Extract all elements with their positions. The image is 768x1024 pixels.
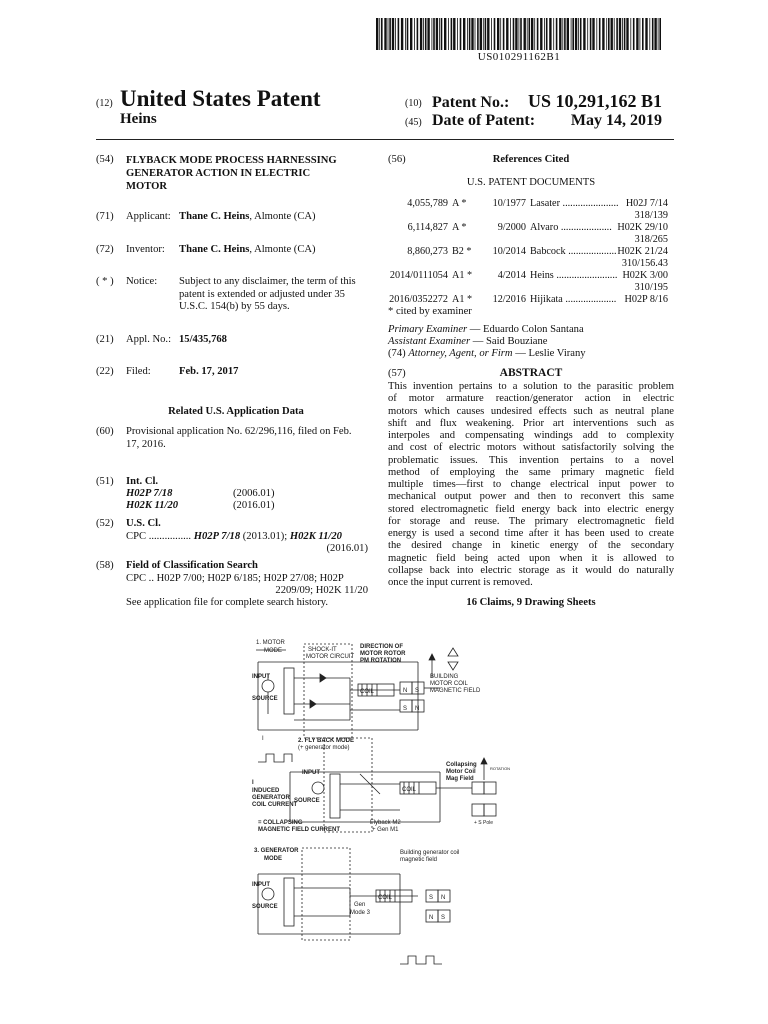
barcode-bar xyxy=(519,18,520,50)
reference-date: 4/2014 xyxy=(497,270,526,281)
field-search-label: Field of Classification Search xyxy=(126,560,258,571)
notice-line: U.S.C. 154(b) by 55 days. xyxy=(179,301,290,313)
int-cl-code: (51) xyxy=(96,476,114,487)
abstract-line: interpoles and compensating windings add to complexity xyxy=(388,430,674,441)
north-label: N xyxy=(415,706,420,712)
barcode-bar xyxy=(624,18,626,50)
barcode-bar xyxy=(654,18,656,50)
barcode-bar xyxy=(544,18,545,50)
references-heading: References Cited xyxy=(492,154,570,165)
int-cl-1: H02P 7/18 xyxy=(126,488,173,499)
reference-name: Heins ........................ xyxy=(530,270,618,281)
building-label-2: MOTOR COIL xyxy=(430,681,468,687)
barcode-bar xyxy=(606,18,607,50)
document-title: United States Patent xyxy=(120,86,321,111)
barcode-bar xyxy=(503,18,505,50)
barcode-bar xyxy=(407,18,409,50)
barcode-bar xyxy=(477,18,479,50)
abstract-line: shift and flux weakening. Prior art interventions such as xyxy=(388,417,674,429)
reference-class-secondary: 318/139 xyxy=(634,210,668,221)
title-code: (54) xyxy=(96,154,114,165)
inventor xyxy=(179,244,316,257)
header-divider xyxy=(96,139,674,140)
primary-examiner xyxy=(388,324,584,337)
input-label: INPUT xyxy=(252,674,270,680)
flyback-mode-panel xyxy=(258,738,496,832)
motor-mode-panel xyxy=(256,644,458,738)
reference-class: H02P 8/16 xyxy=(624,294,668,305)
cpc-class-1-year: (2013.01); xyxy=(242,531,288,542)
attorney-name: — Leslie Virany xyxy=(512,348,586,359)
abstract-line: the desired change in kinetic energy of the secondary xyxy=(388,540,674,552)
collapsing-current-label: = COLLAPSING xyxy=(258,820,303,826)
gen-label: Gen xyxy=(354,902,366,908)
int-cl-2-year: (2016.01) xyxy=(233,500,275,511)
flyback-mode-sub: (+ generator mode) xyxy=(298,745,350,751)
reference-class: H02K 29/10 xyxy=(617,222,668,233)
field-search-code: (58) xyxy=(96,560,114,571)
barcode-bar xyxy=(384,18,386,50)
barcode-bar xyxy=(405,18,406,50)
generator-north-label: N xyxy=(429,915,434,921)
barcode-bar xyxy=(392,18,394,50)
generator-coil-label: COIL xyxy=(378,895,393,901)
notice-line: Subject to any disclaimer, the term of this xyxy=(179,276,356,287)
reference-name: Babcock ................... xyxy=(530,246,617,257)
motor-shockit-label: SHOCK-IT xyxy=(308,647,337,653)
barcode-bar xyxy=(592,18,594,50)
barcode-bar xyxy=(467,18,468,50)
date-of-patent: May 14, 2019 xyxy=(570,112,662,129)
flyback-m2-label: Flyback M2 xyxy=(370,820,401,826)
barcode-bar xyxy=(575,18,577,50)
notice-text xyxy=(179,276,374,314)
notice-code: ( * ) xyxy=(96,276,114,287)
field-search-note: See application file for complete search history. xyxy=(126,597,328,608)
flyback-mode-title: 2. FLY BACK MODE xyxy=(298,738,355,744)
barcode-bar xyxy=(640,18,641,50)
title-line: FLYBACK MODE PROCESS HARNESSING xyxy=(126,155,337,166)
us-cl-code: (52) xyxy=(96,518,114,529)
barcode-bar xyxy=(553,18,554,50)
abstract-line: and cost of electric motors without satisfactorily solving the xyxy=(388,442,674,454)
primary-examiner-name: — Eduardo Colon Santana xyxy=(467,324,584,335)
abstract-line: This invention pertains to a solution to the parasitic problem xyxy=(388,381,674,392)
int-cl-2: H02K 11/20 xyxy=(126,500,179,511)
inventor-location: , Almonte (CA) xyxy=(249,244,316,255)
barcode-bar xyxy=(642,18,644,50)
generator-input-label: INPUT xyxy=(252,882,270,888)
barcode-bar xyxy=(381,18,383,50)
barcode-bar xyxy=(513,18,515,50)
reference-name: Alvaro .................... xyxy=(530,222,612,233)
filed-label: Filed: xyxy=(126,366,151,377)
patent-figure xyxy=(250,634,512,1016)
pm-rotation-label: PM ROTATION xyxy=(360,658,402,664)
barcode-bar xyxy=(534,18,535,50)
building-label: BUILDING xyxy=(430,674,459,680)
title-line: GENERATOR ACTION IN ELECTRIC xyxy=(126,168,311,179)
reference-kind: A1 * xyxy=(452,270,473,281)
barcode-bar xyxy=(649,18,650,50)
barcode-bar xyxy=(451,18,453,50)
applicant-name: Thane C. Heins xyxy=(179,211,250,222)
barcode-number: US010291162B1 xyxy=(477,51,561,63)
barcode-bar xyxy=(425,18,427,50)
barcode-bar xyxy=(659,18,661,50)
barcode-bar xyxy=(619,18,621,50)
abstract-line: stored electromagnetic field energy back into electric energy xyxy=(388,503,674,515)
flyback-coil-label: COIL xyxy=(402,787,417,793)
barcode-bar xyxy=(414,18,415,50)
barcode-bar xyxy=(549,18,551,50)
ig-label: I xyxy=(252,780,254,786)
barcode-bar xyxy=(622,18,623,50)
building-generator-label-2: magnetic field xyxy=(400,857,438,863)
barcode-bar xyxy=(572,18,574,50)
motor-mode-title-2: MODE xyxy=(264,648,282,654)
current-label: I xyxy=(262,736,264,742)
barcode-bar xyxy=(441,18,443,50)
attorney-label: Attorney, Agent, or Firm xyxy=(408,348,513,359)
flyback-source-label: SOURCE xyxy=(294,798,320,804)
generator-south-label: S xyxy=(429,895,434,901)
attorney xyxy=(388,348,586,361)
barcode-bar xyxy=(444,18,446,50)
cited-note: * cited by examiner xyxy=(388,306,472,317)
rotation-label: ROTATION xyxy=(490,766,511,771)
barcode-bar xyxy=(433,18,435,50)
barcode-bar xyxy=(567,18,569,50)
barcode-bar xyxy=(453,18,455,50)
barcode-graphic xyxy=(376,18,662,50)
barcode-bar xyxy=(485,18,487,50)
barcode-bar xyxy=(537,18,539,50)
barcode-bar xyxy=(497,18,499,50)
barcode-bar xyxy=(376,18,378,50)
building-generator-label: Building generator coil xyxy=(400,850,460,856)
collapsing-current-label-2: MAGNETIC FIELD CURRENT xyxy=(258,827,340,833)
barcode-bar xyxy=(515,18,517,50)
barcode-bar xyxy=(398,18,400,50)
document-kind-code: (12) xyxy=(96,98,113,109)
reference-kind: B2 * xyxy=(452,246,472,257)
reference-number: 4,055,789 xyxy=(407,198,448,209)
claims-summary: 16 Claims, 9 Drawing Sheets xyxy=(466,597,596,608)
abstract-line: once the input current is removed. xyxy=(388,577,533,588)
appl-no-code: (21) xyxy=(96,334,114,345)
barcode-bar xyxy=(616,18,618,50)
barcode-bar xyxy=(388,18,389,50)
reference-date: 12/2016 xyxy=(492,294,526,305)
appl-no-label: Appl. No.: xyxy=(126,334,172,345)
barcode-bar xyxy=(460,18,462,50)
barcode-bar xyxy=(608,18,610,50)
provisional-line: 17, 2016. xyxy=(126,438,166,450)
barcode-bar xyxy=(580,18,582,50)
motor-circuit-label: MOTOR CIRCUIT xyxy=(306,654,355,660)
inventor-surname: Heins xyxy=(120,111,157,127)
reference-kind: A1 * xyxy=(452,294,473,305)
barcode-bar xyxy=(630,18,631,50)
barcode-bar xyxy=(510,18,511,50)
reference-number: 6,114,827 xyxy=(407,222,448,233)
motor-coil-label: Motor Coil xyxy=(446,769,476,775)
references-subheading: U.S. PATENT DOCUMENTS xyxy=(466,177,596,188)
abstract-code: (57) xyxy=(388,368,406,379)
cpc-class-1: H02P 7/18 xyxy=(193,531,241,542)
abstract-line: method of employing the same primary magnetic field xyxy=(388,466,674,478)
primary-examiner-label: Primary Examiner xyxy=(388,324,468,335)
barcode-bar xyxy=(463,18,465,50)
abstract-text xyxy=(388,381,674,589)
applicant xyxy=(179,211,316,224)
barcode-bar xyxy=(531,18,533,50)
mag-field-label: Mag Field xyxy=(446,776,474,782)
generator-south-label: S xyxy=(441,915,446,921)
barcode-bar xyxy=(494,18,496,50)
related-data-heading: Related U.S. Application Data xyxy=(168,406,304,417)
date-of-patent-code: (45) xyxy=(405,117,422,128)
barcode-bar xyxy=(395,18,396,50)
reference-number: 8,860,273 xyxy=(407,246,448,257)
barcode-bar xyxy=(596,18,597,50)
collapsing-label: Collapsing xyxy=(446,762,477,768)
abstract-line: for storage and reuse. The primary electromagnetic field xyxy=(388,515,674,527)
barcode-bar xyxy=(475,18,476,50)
notice-line: patent is extended or adjusted under 35 xyxy=(179,288,345,300)
barcode-bar xyxy=(562,18,563,50)
coil-current-label: COIL CURRENT xyxy=(252,802,298,808)
provisional-text xyxy=(126,426,376,451)
mode-3-label: Mode 3 xyxy=(350,910,371,916)
direction-label: DIRECTION OF xyxy=(360,644,403,650)
barcode-bar xyxy=(469,18,471,50)
reference-date: 10/2014 xyxy=(492,246,526,257)
assistant-examiner-label: Assistant Examiner xyxy=(388,336,471,347)
barcode-bar xyxy=(379,18,380,50)
barcode-bar xyxy=(524,18,526,50)
barcode-bar xyxy=(587,18,588,50)
source-label: SOURCE xyxy=(252,696,278,702)
invention-title xyxy=(126,154,337,193)
abstract-line: magnetic field being acted upon when it is allowed to xyxy=(388,552,674,564)
barcode-bar xyxy=(423,18,424,50)
induced-label: INDUCED xyxy=(252,788,280,794)
barcode-bar xyxy=(602,18,604,50)
reference-name: Hijikata .................... xyxy=(530,294,617,305)
reference-class: H02K 3/00 xyxy=(622,270,668,281)
abstract-line: mechanical output power and then to reconvert this same xyxy=(388,491,674,503)
barcode-bar xyxy=(633,18,635,50)
barcode-bar xyxy=(448,18,449,50)
barcode-bar xyxy=(410,18,412,50)
reference-kind: A * xyxy=(452,198,467,209)
applicant-code: (71) xyxy=(96,211,114,222)
barcode-bar xyxy=(583,18,585,50)
gen-m1-label: + Gen M1 xyxy=(372,827,399,833)
abstract-line: problematic issues. This invention pertains to a novel xyxy=(388,454,674,466)
reference-class: H02K 21/24 xyxy=(617,246,668,257)
south-label: S xyxy=(403,706,408,712)
barcode-bar xyxy=(578,18,579,50)
applicant-label: Applicant: xyxy=(126,211,171,222)
barcode-bar xyxy=(546,18,548,50)
barcode-bar xyxy=(417,18,419,50)
int-cl-1-year: (2006.01) xyxy=(233,488,275,499)
cpc-line xyxy=(126,531,342,544)
barcode-bar xyxy=(571,18,572,50)
coil-label: COIL xyxy=(360,689,375,695)
barcode-bar xyxy=(436,18,438,50)
generator-label: GENERATOR xyxy=(252,795,290,801)
barcode-bar xyxy=(491,18,492,50)
barcode-bar xyxy=(432,18,433,50)
south-label: S xyxy=(415,688,420,694)
barcode-bar xyxy=(611,18,613,50)
barcode-bar xyxy=(529,18,531,50)
barcode-bar xyxy=(520,18,522,50)
field-search-line: 2209/09; H02K 11/20 xyxy=(275,585,368,596)
inventor-name: Thane C. Heins xyxy=(179,244,250,255)
reference-number: 2014/0111054 xyxy=(389,270,448,281)
inventor-code: (72) xyxy=(96,244,114,255)
cpc-class-2-year: (2016.01) xyxy=(326,543,368,554)
barcode-bar xyxy=(556,18,558,50)
barcode-bar xyxy=(480,18,482,50)
abstract-line: collapse back into electric storage as it would do naturally xyxy=(388,564,674,576)
filed-date: Feb. 17, 2017 xyxy=(179,366,239,377)
reference-class-secondary: 310/156.43 xyxy=(621,258,668,269)
s-pole-label: + S Pole xyxy=(474,820,494,826)
reference-date: 10/1977 xyxy=(492,198,526,209)
generator-mode-title-2: MODE xyxy=(264,856,282,862)
reference-name: Lasater ...................... xyxy=(530,198,619,209)
barcode-bar xyxy=(483,18,484,50)
applicant-location: , Almonte (CA) xyxy=(249,211,316,222)
appl-no: 15/435,768 xyxy=(179,334,227,345)
right-column xyxy=(388,154,674,614)
barcode-bar xyxy=(506,18,508,50)
reference-class-secondary: 310/195 xyxy=(634,282,668,293)
barcode-bar xyxy=(590,18,592,50)
patent-number: US 10,291,162 B1 xyxy=(528,91,663,111)
reference-class-secondary: 318/265 xyxy=(634,234,668,245)
barcode-bar xyxy=(645,18,647,50)
patent-number-label: Patent No.: xyxy=(432,94,510,111)
north-label: N xyxy=(403,688,408,694)
barcode-bar xyxy=(658,18,659,50)
barcode-bar xyxy=(427,18,429,50)
generator-mode-title: 3. GENERATOR xyxy=(254,848,299,854)
barcode-bar xyxy=(599,18,601,50)
barcode-bar xyxy=(471,18,473,50)
barcode-bar xyxy=(487,18,489,50)
us-cl-label: U.S. Cl. xyxy=(126,518,161,529)
references-list xyxy=(388,198,674,308)
abstract-line: of motor armature reaction/generator action in electric xyxy=(388,393,674,405)
reference-number: 2016/0352272 xyxy=(389,294,448,305)
building-label-3: MAGNETIC FIELD xyxy=(430,688,481,694)
barcode-bar xyxy=(540,18,542,50)
barcode-bar xyxy=(636,18,638,50)
generator-north-label: N xyxy=(441,895,446,901)
provisional-code: (60) xyxy=(96,426,114,437)
abstract-line: motors which causes undesired effects such as neutral plane xyxy=(388,405,674,417)
barcode-bar xyxy=(626,18,628,50)
barcode-bar xyxy=(614,18,615,50)
notice-label: Notice: xyxy=(126,276,158,287)
cpc-label: CPC xyxy=(126,531,147,542)
reference-class: H02J 7/14 xyxy=(625,198,668,209)
references-code: (56) xyxy=(388,154,406,165)
motor-mode-title: 1. MOTOR xyxy=(256,640,285,646)
barcode-bar xyxy=(564,18,566,50)
cpc-class-2: H02K 11/20 xyxy=(289,531,342,542)
barcode-bar xyxy=(652,18,654,50)
attorney-code: (74) xyxy=(388,348,406,359)
rotor-label: MOTOR ROTOR xyxy=(360,651,406,657)
inventor-label: Inventor: xyxy=(126,244,165,255)
patent-number-code: (10) xyxy=(405,98,422,109)
cpc-dots: ................ xyxy=(148,531,192,542)
generator-source-label: SOURCE xyxy=(252,904,278,910)
barcode-bar xyxy=(457,18,458,50)
barcode-bar xyxy=(527,18,528,50)
int-cl-label: Int. Cl. xyxy=(126,476,159,487)
date-of-patent-label: Date of Patent: xyxy=(432,112,536,129)
left-column xyxy=(96,154,376,614)
assistant-examiner xyxy=(388,336,548,349)
barcode-bar xyxy=(389,18,391,50)
reference-kind: A * xyxy=(452,222,467,233)
barcode-bar xyxy=(439,18,440,50)
filed-code: (22) xyxy=(96,366,114,377)
barcode-bar xyxy=(401,18,403,50)
barcode-bar xyxy=(559,18,561,50)
provisional-line: Provisional application No. 62/296,116, filed on Feb. xyxy=(126,426,352,437)
barcode-bar xyxy=(500,18,501,50)
reference-date: 9/2000 xyxy=(497,222,526,233)
assistant-examiner-name: — Said Bouziane xyxy=(470,336,548,347)
title-line: MOTOR xyxy=(126,181,168,192)
flyback-input-label: INPUT xyxy=(302,770,320,776)
field-search-line: CPC .. H02P 7/00; H02P 6/185; H02P 27/08; H02P xyxy=(126,573,344,584)
abstract-line: multiple times—first to change electrical input power to xyxy=(388,479,674,490)
barcode-bar xyxy=(420,18,422,50)
abstract-line: energy is used a second time after it has been used to create xyxy=(388,528,674,539)
abstract-heading: ABSTRACT xyxy=(499,367,563,379)
